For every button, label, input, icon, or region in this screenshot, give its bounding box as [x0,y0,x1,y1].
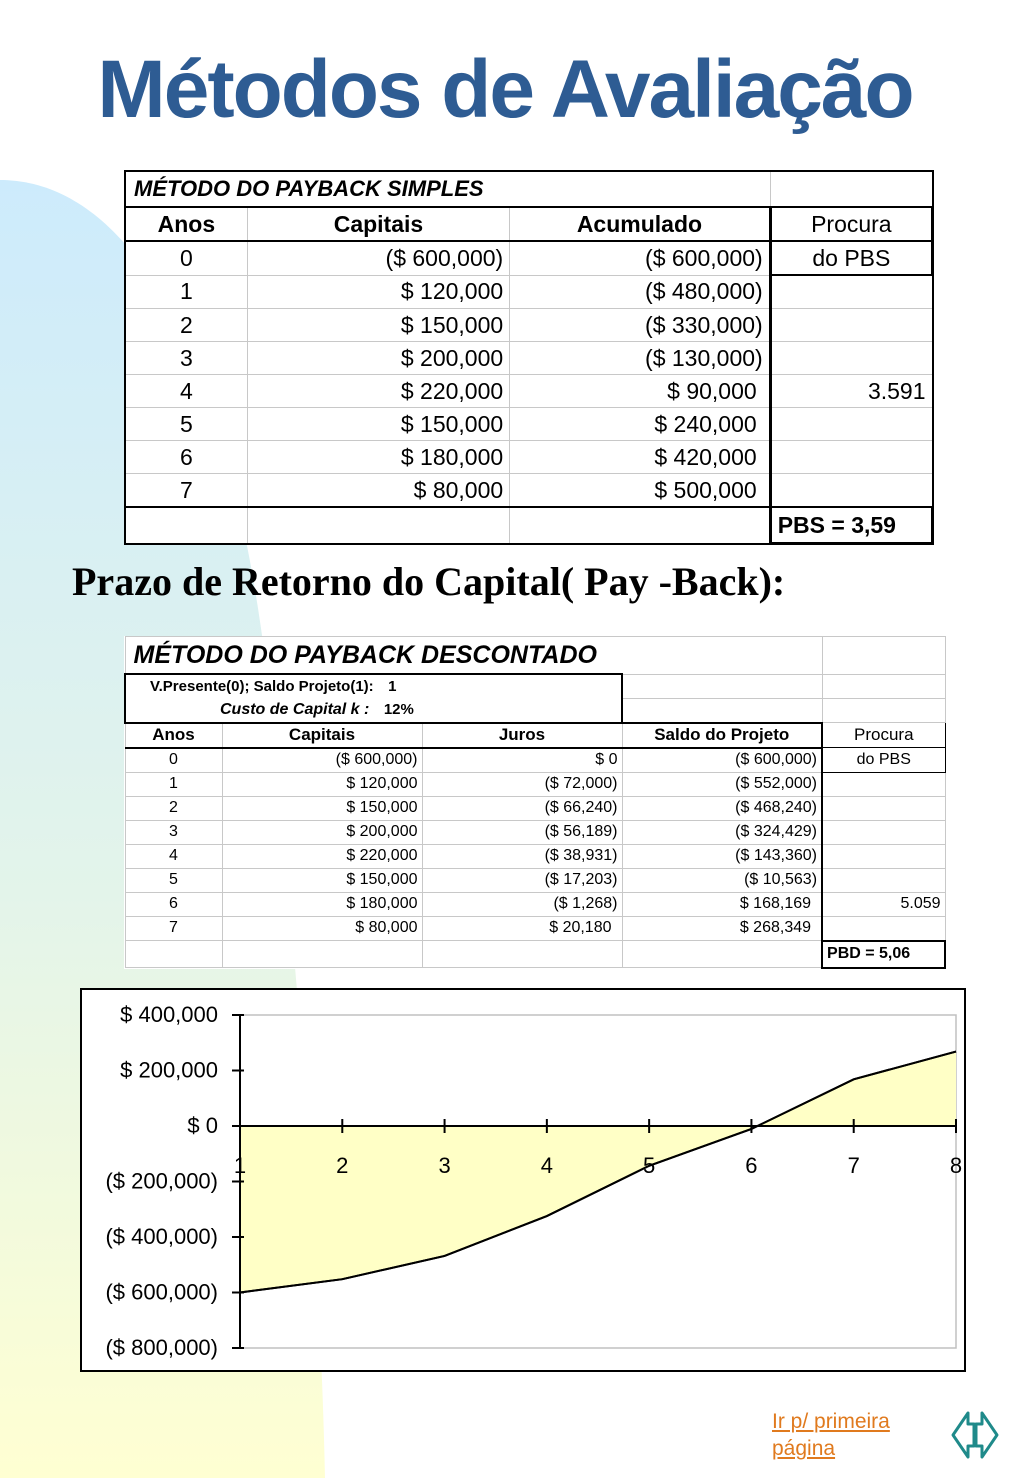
cell-procura [822,868,945,892]
cell-ano: 4 [125,844,222,868]
cell-juros: ($ 1,268) [422,892,622,916]
cell-juros: ($ 38,931) [422,844,622,868]
y-tick-label: ($ 400,000) [105,1224,218,1249]
cell-acumulado: ($ 480,000) [510,275,771,309]
cell-juros: $ 20,180 [422,916,622,941]
cell-ano: 4 [125,375,247,408]
pbs-result: PBS = 3,59 [770,507,932,544]
x-tick-label: 3 [438,1153,451,1178]
saldo-projeto-chart [80,988,966,1372]
cell-ano: 0 [125,748,222,773]
cell-ano: 5 [125,408,247,441]
cell-ano: 1 [125,772,222,796]
cell-acumulado: $ 500,000 [510,474,771,508]
y-tick-label: $ 200,000 [120,1057,218,1083]
cell-procura [770,441,932,474]
cell-saldo: $ 168,169 [622,892,822,916]
cell-procura [770,408,932,441]
empty-cell [822,698,945,723]
cell-capital: $ 80,000 [247,474,509,508]
cell-capital: ($ 600,000) [222,748,422,773]
table-row [125,441,933,474]
cell-procura [822,916,945,941]
side-header: Procura [770,207,932,241]
y-tick-label: ($ 200,000) [105,1168,218,1194]
empty-cell [422,941,622,968]
cell-saldo: ($ 324,429) [622,820,822,844]
cell-ano: 6 [125,892,222,916]
cell-capital: $ 120,000 [222,772,422,796]
cell-capital: $ 220,000 [222,844,422,868]
empty-cell [125,507,247,544]
cell-capital: $ 180,000 [222,892,422,916]
table-row [125,748,945,773]
cell-juros: ($ 17,203) [422,868,622,892]
column-header: Capitais [222,723,422,748]
cell-procura [770,275,932,309]
cell-saldo: ($ 468,240) [622,796,822,820]
cell-ano: 7 [125,474,247,508]
x-tick-label: 1 [233,1153,247,1178]
cell-acumulado: $ 240,000 [510,408,771,441]
empty-cell [125,941,222,968]
column-header: Acumulado [510,207,771,241]
cell-capital: $ 200,000 [247,342,509,375]
cell-ano: 2 [125,309,247,342]
cell-ano: 0 [125,241,247,275]
cell-procura [770,309,932,342]
cell-ano: 5 [125,868,222,892]
empty-cell [770,171,932,207]
empty-cell [822,637,945,675]
cell-capital: $ 120,000 [247,275,509,309]
cell-ano: 1 [125,275,247,309]
cell-procura: 5.059 [822,892,945,916]
table-title: MÉTODO DO PAYBACK SIMPLES [125,171,770,207]
section-subtitle: Prazo de Retorno do Capital( Pay -Back): [72,559,786,604]
empty-cell [822,674,945,698]
cell-juros: $ 0 [422,748,622,773]
cell-ano: 3 [125,820,222,844]
cell-acumulado: ($ 600,000) [510,241,771,275]
table-row [125,796,945,820]
info-label: V.Presente(0); Saldo Projeto(1): [150,677,374,695]
table-row [125,342,933,375]
side-header: do PBS [770,241,932,275]
cell-capital: ($ 600,000) [247,241,509,275]
table-row [125,474,933,508]
x-tick-label: 6 [745,1153,758,1178]
cell-capital: $ 180,000 [247,441,509,474]
info-row-1 [125,674,622,698]
cell-capital: $ 220,000 [247,375,509,408]
x-tick-label: 7 [847,1153,860,1178]
cell-saldo: ($ 10,563) [622,868,822,892]
column-header: Juros [422,723,622,748]
table-title: MÉTODO DO PAYBACK DESCONTADO [125,637,822,675]
cell-saldo: ($ 143,360) [622,844,822,868]
column-header: Capitais [247,207,509,241]
cell-procura [822,844,945,868]
page-title: Métodos de Avaliação [97,44,913,135]
table-row [125,309,933,342]
empty-cell [510,507,771,544]
column-header: Anos [125,723,222,748]
table-row [125,892,945,916]
side-header: do PBS [822,748,945,773]
y-tick-label: ($ 800,000) [105,1335,218,1360]
column-header: Anos [125,207,247,241]
info-value: 1 [388,677,397,695]
payback-simples-table [124,170,934,545]
cell-capital: $ 150,000 [247,408,509,441]
pbd-result: PBD = 5,06 [822,941,945,968]
cell-ano: 2 [125,796,222,820]
cell-procura: 3.591 [770,375,932,408]
side-header: Procura [822,723,945,748]
cell-ano: 6 [125,441,247,474]
cell-ano: 7 [125,916,222,941]
info-row-2 [125,698,622,723]
cell-capital: $ 200,000 [222,820,422,844]
empty-cell [622,698,822,723]
first-page-link[interactable]: Ir p/ primeira página [772,1410,890,1460]
empty-cell [222,941,422,968]
cell-juros: ($ 66,240) [422,796,622,820]
payback-descontado-table [124,636,946,969]
y-tick-label: $ 0 [187,1113,218,1138]
cell-procura [822,772,945,796]
cell-acumulado: $ 420,000 [510,441,771,474]
table-row [125,844,945,868]
x-tick-label: 8 [949,1153,963,1178]
cell-saldo: ($ 552,000) [622,772,822,796]
column-header: Saldo do Projeto [622,723,822,748]
cell-juros: ($ 72,000) [422,772,622,796]
table-row [125,375,933,408]
table-row [125,916,945,941]
table-row [125,772,945,796]
table-row [125,275,933,309]
info-value: 12% [383,700,414,718]
cell-ano: 3 [125,342,247,375]
cell-acumulado: ($ 130,000) [510,342,771,375]
cell-saldo: $ 268,349 [622,916,822,941]
cell-procura [770,474,932,508]
info-label: Custo de Capital k : [220,700,370,718]
empty-cell [622,674,822,698]
table-row [125,408,933,441]
cell-saldo: ($ 600,000) [622,748,822,773]
cell-procura [770,342,932,375]
cell-capital: $ 80,000 [222,916,422,941]
cell-acumulado: ($ 330,000) [510,309,771,342]
back-forward-arrows-icon[interactable] [948,1408,1002,1462]
cell-capital: $ 150,000 [247,309,509,342]
cell-juros: ($ 56,189) [422,820,622,844]
cell-capital: $ 150,000 [222,796,422,820]
empty-cell [247,507,509,544]
cell-procura [822,796,945,820]
cell-acumulado: $ 90,000 [510,375,771,408]
table-row [125,820,945,844]
cell-procura [822,820,945,844]
table-row [125,241,933,275]
x-tick-label: 2 [336,1153,349,1178]
y-tick-label: $ 400,000 [120,1002,218,1027]
y-tick-label: ($ 600,000) [105,1279,218,1305]
cell-capital: $ 150,000 [222,868,422,892]
table-row [125,868,945,892]
x-tick-label: 5 [643,1153,656,1178]
empty-cell [622,941,822,968]
x-tick-label: 4 [540,1153,553,1178]
